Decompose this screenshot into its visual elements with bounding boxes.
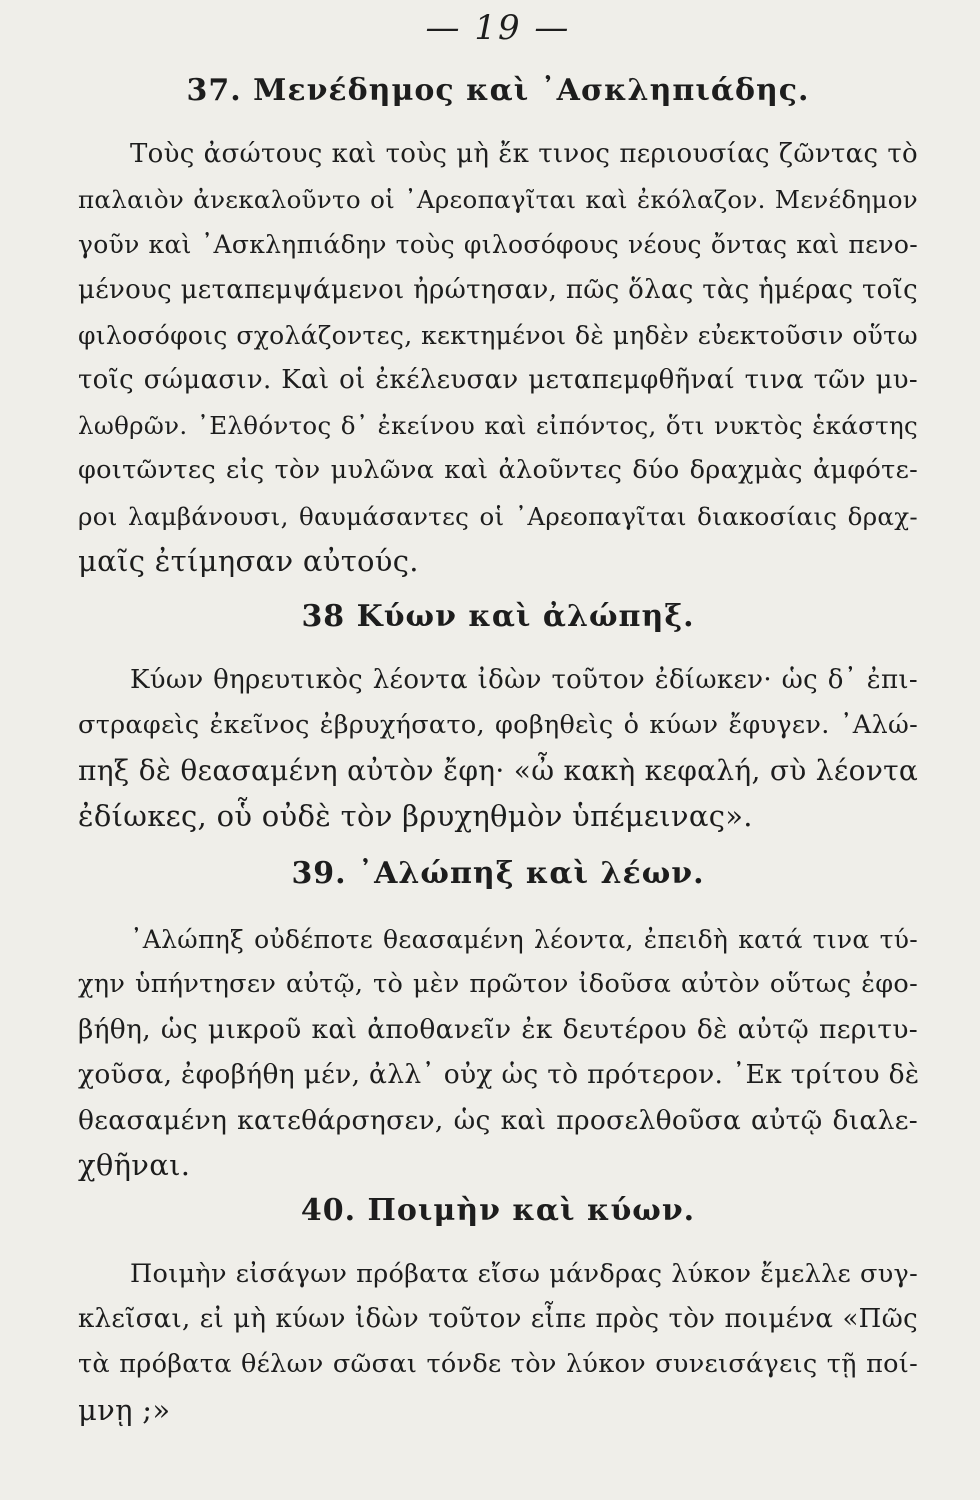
text-line: μνῃ ;»: [78, 1392, 171, 1427]
text-line: στραφεὶς ἐκεῖνος ἐβρυχήσατο, φοβηθεὶς ὁ κύων ἔφυγεν. ᾿Αλώ-: [78, 710, 918, 741]
text-line: παλαιὸν ἀνεκαλοῦντο οἱ ᾿Αρεοπαγῖται καὶ ἐκόλαζον. Μενέδημον: [78, 185, 918, 215]
text-line: χην ὑπήντησεν αὐτῷ, τὸ μὲν πρῶτον ἰδοῦσα αὐτὸν οὕτως ἐφο-: [78, 969, 918, 1000]
text-line: ᾿Αλώπηξ οὐδέποτε θεασαμένη λέοντα, ἐπειδὴ κατά τινα τύ-: [130, 924, 918, 954]
text-line: ροι λαμβάνουσι, θαυμάσαντες οἱ ᾿Αρεοπαγῖται διακοσίαις δραχ-: [78, 501, 918, 531]
text-line: κλεῖσαι, εἰ μὴ κύων ἰδὼν τοῦτον εἶπε πρὸς τὸν ποιμένα «Πῶς: [78, 1304, 918, 1335]
text-line: Κύων θηρευτικὸς λέοντα ἰδὼν τοῦτον ἐδίωκεν· ὡς δ᾿ ἐπι-: [130, 665, 918, 696]
text-line: λωθρῶν. ᾿Ελθόντος δ᾿ ἐκείνου καὶ εἰπόντος, ὅτι νυκτὸς ἑκάστης: [78, 411, 918, 441]
text-line: ἐδίωκες, οὗ οὐδὲ τὸν βρυχηθμὸν ὑπέμεινας».: [78, 798, 753, 833]
text-line: τοῖς σώμασιν. Καὶ οἱ ἐκέλευσαν μεταπεμφθῆναί τινα τῶν μυ-: [78, 365, 918, 396]
text-line: πηξ δὲ θεασαμένη αὐτὸν ἔφη· «ὦ κακὴ κεφαλή, σὺ λέοντα: [78, 754, 919, 788]
fable-40-title: 40. Ποιμὴν καὶ κύων.: [300, 1193, 696, 1229]
text-line: χοῦσα, ἐφοβήθη μέν, ἀλλ᾿ οὐχ ὡς τὸ πρότερον. ᾿Εκ τρίτου δὲ: [78, 1059, 920, 1091]
text-line: βήθη, ὡς μικροῦ καὶ ἀποθανεῖν ἐκ δευτέρου δὲ αὐτῷ περιτυ-: [78, 1014, 918, 1046]
fable-37-title: 37. Μενέδημος καὶ ᾿Ασκληπιάδης.: [186, 73, 810, 108]
text-line: φιλοσόφοις σχολάζοντες, κεκτημένοι δὲ μηδὲν εὐεκτοῦσιν οὕτω: [78, 320, 918, 350]
text-line: θεασαμένη κατεθάρσησεν, ὡς καὶ προσελθοῦσα αὐτῷ διαλε-: [78, 1104, 918, 1136]
fable-39-title: 39. ᾿Αλώπηξ καὶ λέων.: [291, 855, 705, 891]
page-number: — 19 —: [425, 8, 571, 48]
text-line: μένους μεταπεμψάμενοι ἠρώτησαν, πῶς ὅλας τὰς ἡμέρας τοῖς: [78, 274, 918, 305]
text-line: τὰ πρόβατα θέλων σῶσαι τόνδε τὸν λύκον συνεισάγεις τῇ ποί-: [78, 1349, 918, 1380]
text-line: Ποιμὴν εἰσάγων πρόβατα εἴσω μάνδρας λύκον ἔμελλε συγ-: [130, 1259, 918, 1290]
text-line: μαῖς ἐτίμησαν αὐτούς.: [78, 543, 419, 578]
text-line: χθῆναι.: [78, 1147, 191, 1182]
fable-38-title: 38 Κύων καὶ ἀλώπηξ.: [301, 599, 695, 635]
text-line: Τοὺς ἀσώτους καὶ τοὺς μὴ ἔκ τινος περιουσίας ζῶντας τὸ: [130, 139, 918, 169]
text-line: γοῦν καὶ ᾿Ασκληπιάδην τοὺς φιλοσόφους νέους ὄντας καὶ πενο-: [78, 230, 918, 260]
text-line: φοιτῶντες εἰς τὸν μυλῶνα καὶ ἀλοῦντες δύο δραχμὰς ἀμφότε-: [78, 455, 918, 486]
